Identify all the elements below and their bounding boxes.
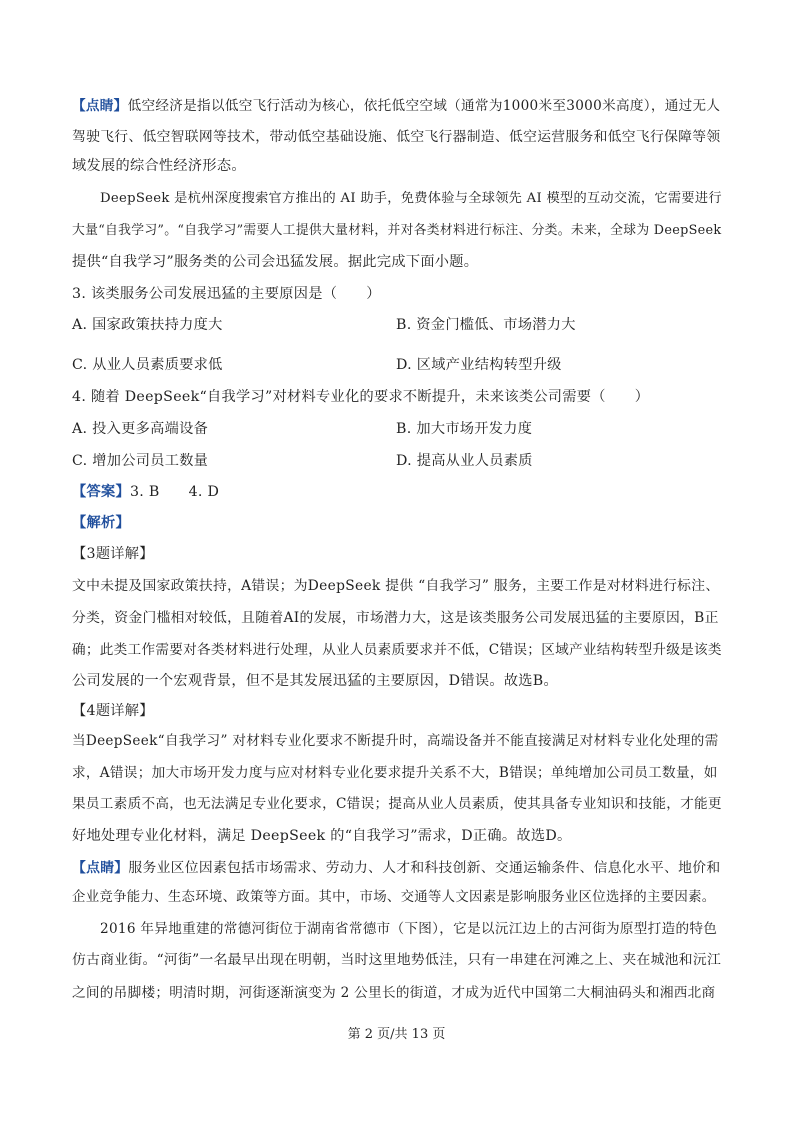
outro-note-text: 服务业区位因素包括市场需求、劳动力、人才和科技创新、交通运输条件、信息化水平、地价和 (128, 860, 721, 876)
passage-line-3: 提供“自我学习”服务类的公司会迅猛发展。据此完成下面小题。 (72, 254, 479, 270)
intro-note-text: 低空经济是指以低空飞行活动为核心，依托低空空域（通常为1000米至3000米高度），通过无人 (127, 98, 721, 114)
analysis-tag: 【解析】 (72, 515, 130, 531)
detail-3-line-2: 分类，资金门槛相对较低，且随着AI的发展，市场潜力大，这是该类服务公司发展迅猛的主要原因，B正 (72, 610, 719, 626)
question-4-option-c: C. 增加公司员工数量 (72, 453, 209, 469)
intro-note-line-1 (72, 96, 720, 116)
question-3-option-c: C. 从业人员素质要求低 (72, 357, 223, 373)
question-3-option-a: A. 国家政策扶持力度大 (72, 317, 223, 333)
question-3-stem: 3. 该类服务公司发展迅猛的主要原因是（ ） (72, 286, 381, 302)
question-4-option-a: A. 投入更多高端设备 (72, 421, 209, 437)
detail-4-line-2: 求，A错误；加大市场开发力度与应对材料专业化要求提升关系不大，B错误；单纯增加公司员工数量，如 (72, 765, 718, 781)
detail-4-line-3: 果员工素质不高，也无法满足专业化要求，C错误；提高从业人员素质，使其具备专业知识和技能，才能更 (72, 796, 722, 812)
question-4-stem: 4. 随着 DeepSeek“自我学习”对材料专业化的要求不断提升，未来该类公司需要（ ） (72, 389, 650, 405)
outro-note-tag: 【点睛】 (72, 860, 129, 876)
detail-4-heading (72, 701, 154, 721)
answer-line (72, 482, 219, 502)
passage-line-1: DeepSeek 是杭州深度搜索官方推出的 AI 助手，免费体验与全球领先 AI 模型的互动交流，它需要进行 (100, 191, 722, 206)
page-footer: 第 2 页/共 13 页 (347, 1027, 446, 1042)
outro-note-line-1 (72, 858, 720, 878)
detail-4-line-1: 当DeepSeek“自我学习” 对材料专业化要求不断提升时，高端设备并不能直接满足对材料专业化处理的需 (72, 733, 719, 749)
detail-3-line-1: 文中未提及国家政策扶持，A错误；为DeepSeek 提供 “自我学习” 服务，主要工作是对材料进行标注、 (72, 578, 720, 594)
detail-3-tag: 【3题详解】 (72, 546, 154, 562)
passage-2-line-1: 2016 年异地重建的常德河街位于湖南省常德市（下图），它是以沅江边上的古河街为原型打造的特色 (100, 921, 718, 937)
analysis-line (72, 513, 130, 533)
passage-2-line-2: 仿古商业街。“河街”一名最早出现在明朝，当时这里地势低洼，只有一串建在河滩之上、夹在城池和沅江 (72, 952, 722, 968)
question-3-option-d: D. 区域产业结构转型升级 (396, 357, 562, 373)
intro-note-line-2: 驾驶飞行、低空智联网等技术，带动低空基础设施、低空飞行器制造、低空运营服务和低空飞行保障等领 (72, 129, 721, 145)
question-4-option-b: B. 加大市场开发力度 (396, 421, 533, 437)
outro-note-line-2: 企业竞争能力、生态环境、政策等方面。其中，市场、交通等人文因素是影响服务业区位选择的主要因素。 (72, 890, 716, 905)
intro-note-line-3: 域发展的综合性经济形态。 (72, 158, 246, 174)
detail-4-tag: 【4题详解】 (72, 703, 154, 719)
passage-line-2: 大量“自我学习”。“自我学习”需要人工提供大量材料，并对各类材料进行标注、分类。未来，全球为 DeepSeek (72, 223, 722, 238)
passage-2-line-3: 之间的吊脚楼；明清时期，河街逐渐演变为 2 公里长的街道，才成为近代中国第二大桐油码头和湘西北商 (72, 985, 716, 1001)
answer-tag: 【答案】 (72, 484, 130, 500)
detail-3-line-3: 确；此类工作需要对各类材料进行处理，从业人员素质要求并不低，C错误；区域产业结构转型升级是该类 (72, 642, 722, 658)
question-4-option-d: D. 提高从业人员素质 (396, 453, 533, 469)
question-3-option-b: B. 资金门槛低、市场潜力大 (396, 317, 576, 333)
answer-text: 3. B 4. D (129, 484, 220, 500)
detail-3-line-4: 公司发展的一个宏观背景，但不是其发展迅猛的主要原因，D错误。故选B。 (72, 673, 559, 689)
intro-note-tag: 【点睛】 (72, 98, 128, 114)
detail-4-line-4: 好地处理专业化材料，满足 DeepSeek 的“自我学习”需求，D正确。故选D。 (72, 828, 572, 844)
detail-3-heading (72, 544, 154, 564)
